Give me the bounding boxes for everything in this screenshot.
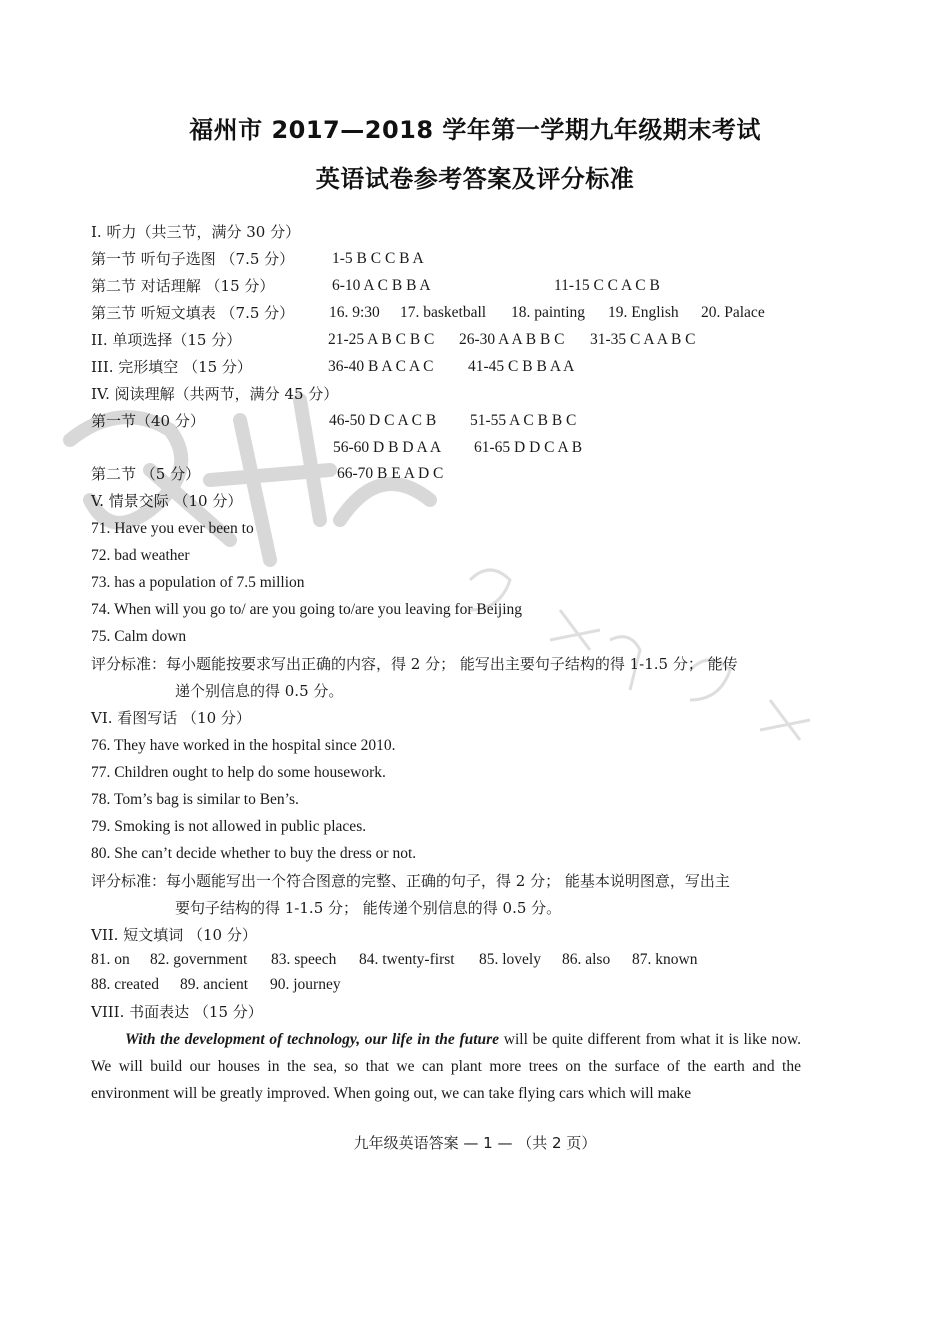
answer-text: 46-50 D C A C B	[329, 412, 437, 429]
answer-item: 77. Children ought to help do some housework.	[91, 764, 386, 781]
section-heading: I. 听力（共三节，满分 30 分）	[91, 223, 301, 241]
answer-item: 80. She can’t decide whether to buy the dress or not.	[91, 845, 417, 862]
answer-item: 74. When will you go to/ are you going to/are you leaving for Beijing	[91, 601, 523, 618]
page-footer: 九年级英语答案 — 1 — （共 2 页）	[353, 1134, 597, 1152]
essay-body: will be quite different from what it is like now. We will build our houses in the sea, so that we can plant more trees on the surface of the earth and the environment will be greatly improved. When going out, we can take flying cars which will make	[91, 1031, 802, 1102]
answer-text: 6-10 A C B B A	[332, 277, 431, 294]
section-heading: VI. 看图写话 （10 分）	[91, 709, 251, 727]
row-label: 第二节 对话理解 （15 分）	[91, 277, 275, 295]
scoring-criteria-cont: 递个别信息的得 0.5 分。	[175, 682, 344, 700]
answer-text: 17. basketball	[400, 304, 487, 321]
answer-item: 76. They have worked in the hospital since 2010.	[91, 737, 396, 754]
row-label: III. 完形填空 （15 分）	[91, 358, 252, 376]
answer-text: 20. Palace	[701, 304, 765, 321]
answer-text: 82. government	[150, 951, 248, 968]
row-label: 第一节（40 分）	[91, 412, 205, 430]
scoring-criteria-cont: 要句子结构的得 1-1.5 分； 能传递个别信息的得 0.5 分。	[175, 899, 562, 917]
answer-item: 78. Tom’s bag is similar to Ben’s.	[91, 791, 299, 808]
row-label: II. 单项选择（15 分）	[91, 331, 242, 349]
answer-text: 21-25 A B C B C	[328, 331, 435, 348]
answer-text: 86. also	[562, 951, 611, 968]
answer-text: 26-30 A A B B C	[459, 331, 565, 348]
answer-text: 41-45 C B B A A	[468, 358, 575, 375]
scoring-criteria: 评分标准：每小题能写出一个符合图意的完整、正确的句子，得 2 分； 能基本说明图意，写出主	[91, 872, 730, 890]
row-label: 第二节 （5 分）	[91, 465, 201, 483]
answer-item: 73. has a population of 7.5 million	[91, 574, 305, 591]
answer-text: 18. painting	[511, 304, 586, 321]
answer-text: 19. English	[608, 304, 679, 321]
section-heading: VIII. 书面表达 （15 分）	[91, 1003, 263, 1021]
scoring-criteria: 评分标准：每小题能按要求写出正确的内容，得 2 分； 能写出主要句子结构的得 1-1.5 分； 能传	[91, 655, 738, 673]
answer-text: 36-40 B A C A C	[328, 358, 434, 375]
answer-text: 90. journey	[270, 976, 341, 993]
answer-item: 71. Have you ever been to	[91, 520, 254, 537]
answer-text: 61-65 D D C A B	[474, 439, 583, 456]
model-essay	[91, 1026, 801, 1107]
answer-item: 72. bad weather	[91, 547, 190, 564]
answer-text: 89. ancient	[180, 976, 249, 993]
answer-text: 1-5 B C C B A	[332, 250, 424, 267]
answer-item: 75. Calm down	[91, 628, 187, 645]
document-subtitle: 英语试卷参考答案及评分标准	[315, 165, 635, 193]
answer-item: 79. Smoking is not allowed in public places.	[91, 818, 367, 835]
section-heading: V. 情景交际 （10 分）	[91, 492, 243, 510]
answer-text: 81. on	[91, 951, 130, 968]
section-heading: IV. 阅读理解（共两节，满分 45 分）	[91, 385, 339, 403]
answer-text: 83. speech	[271, 951, 337, 968]
answer-text: 88. created	[91, 976, 159, 993]
section-heading: VII. 短文填词 （10 分）	[91, 926, 257, 944]
answer-text: 51-55 A C B B C	[470, 412, 577, 429]
answer-text: 66-70 B E A D C	[337, 465, 444, 482]
answer-text: 16. 9:30	[329, 304, 380, 321]
answer-text: 31-35 C A A B C	[590, 331, 696, 348]
answer-text: 11-15 C C A C B	[554, 277, 660, 294]
essay-lead: With the development of technology, our life in the future	[125, 1031, 500, 1048]
row-label: 第三节 听短文填表 （7.5 分）	[91, 304, 295, 322]
row-label: 第一节 听句子选图 （7.5 分）	[91, 250, 295, 268]
answer-text: 56-60 D B D A A	[333, 439, 442, 456]
answer-text: 84. twenty-first	[359, 951, 455, 968]
answer-text: 87. known	[632, 951, 698, 968]
document-title: 福州市 2017—2018 学年第一学期九年级期末考试	[189, 116, 761, 144]
answer-text: 85. lovely	[479, 951, 541, 968]
